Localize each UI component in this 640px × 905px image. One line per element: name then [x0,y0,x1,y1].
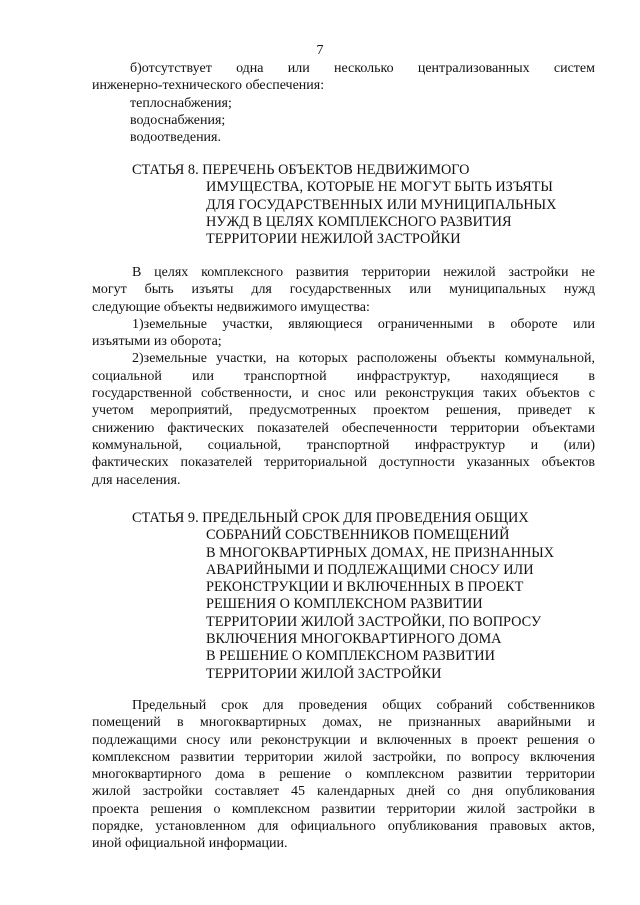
article9-heading-line-3: В МНОГОКВАРТИРНЫХ ДОМАХ, НЕ ПРИЗНАННЫХ [206,544,555,561]
page-number: 7 [316,43,324,58]
article9-heading-line-10: ТЕРРИТОРИИ ЖИЛОЙ ЗАСТРОЙКИ [206,665,442,682]
article9-heading-line-6: РЕШЕНИЯ О КОМПЛЕКСНОМ РАЗВИТИИ [206,596,483,613]
article9-body-line-1: Предельный срок для проведения общих собраний собственников [132,698,595,713]
article9-body-line-4: комплексном развитии территории жилой застройки, по вопросу включения [92,749,595,765]
article8-body-line-12: фактических показателей территориальной доступности указанных объектов [92,455,595,471]
article9-heading-line-8: ВКЛЮЧЕНИЯ МНОГОКВАРТИРНОГО ДОМА [206,631,502,648]
article9-heading-line-2: СОБРАНИЙ СОБСТВЕННИКОВ ПОМЕЩЕНИЙ [206,527,510,544]
article9-heading-line-7: ТЕРРИТОРИИ ЖИЛОЙ ЗАСТРОЙКИ, ПО ВОПРОСУ [206,613,542,630]
article8-body-line-11: коммунальной, социальной, транспортной инфраструктур и (или) [92,437,595,453]
article9-body-line-3: подлежащими сносу или реконструкции и включенных в проект решения о [92,732,595,748]
article8-body [92,264,595,489]
article8-body-line-6: 2)земельные участки, на которых расположены объекты коммунальной, [132,351,595,367]
article8-heading-line-2: ИМУЩЕСТВА, КОТОРЫЕ НЕ МОГУТ БЫТЬ ИЗЪЯТЫ [206,179,553,196]
intro-line-3: теплоснабжения; [130,95,232,111]
article8-body-line-1: В целях комплексного развития территории нежилой застройки не [132,265,595,280]
article9-body-line-9: иной официальной информации. [92,836,288,852]
article9-body-line-6: жилой застройки составляет 45 календарных дней со дня опубликования [92,784,595,800]
article8-heading-line-4: НУЖД В ЦЕЛЯХ КОМПЛЕКСНОГО РАЗВИТИЯ [206,213,512,230]
article8-heading-line-1: СТАТЬЯ 8. ПЕРЕЧЕНЬ ОБЪЕКТОВ НЕДВИЖИМОГО [132,162,470,178]
article8-body-line-9: учетом мероприятий, предусмотренных проектом решения, приведет к [92,403,595,419]
article9-heading-line-4: АВАРИЙНЫМИ И ПОДЛЕЖАЩИМИ СНОСУ ИЛИ [206,561,534,578]
article8-body-line-10: снижению фактических показателей обеспеченности территории объектами [92,420,595,436]
article9-body-line-8: порядке, установленном для официального опубликования правовых актов, [92,819,595,835]
article8-body-line-7: социальной или транспортной инфраструктур, находящиеся в [92,368,595,384]
article9-body-line-2: помещений в многоквартирных домах, не признанных аварийными и [92,715,595,731]
article9-body-line-5: многоквартирного дома в решение о комплексном развитии территории [92,767,595,783]
article9-heading [132,510,554,683]
article8-heading [132,162,556,248]
intro-line-5: водоотведения. [130,130,221,146]
intro-line-1: б)отсутствует одна или несколько централизованных систем [130,61,595,76]
article8-body-line-3: следующие объекты недвижимого имущества: [92,299,370,315]
intro-line-4: водоснабжения; [130,112,226,128]
intro-section [92,60,595,146]
article9-body-line-7: проекта решения о комплексном развитии территории жилой застройки в [92,801,595,817]
article8-body-line-5: изъятыми из оборота; [92,334,222,350]
article8-body-line-2: могут быть изъяты для государственных или муниципальных нужд [92,282,595,298]
intro-line-2: инженерно-технического обеспечения: [92,78,325,94]
article9-heading-line-9: В РЕШЕНИЕ О КОМПЛЕКСНОМ РАЗВИТИИ [206,648,495,665]
article9-body [92,697,595,853]
article8-heading-line-5: ТЕРРИТОРИИ НЕЖИЛОЙ ЗАСТРОЙКИ [206,231,461,248]
article8-heading-line-3: ДЛЯ ГОСУДАРСТВЕННЫХ ИЛИ МУНИЦИПАЛЬНЫХ [206,196,557,213]
article9-heading-line-5: РЕКОНСТРУКЦИИ И ВКЛЮЧЕННЫХ В ПРОЕКТ [206,579,524,596]
article8-body-line-13: для населения. [92,472,181,488]
article8-body-line-8: государственной собственности, и снос или реконструкция таких объектов с [92,386,595,402]
article8-body-line-4: 1)земельные участки, являющиеся ограниченными в обороте или [132,316,595,332]
article9-heading-line-1: СТАТЬЯ 9. ПРЕДЕЛЬНЫЙ СРОК ДЛЯ ПРОВЕДЕНИЯ ОБЩИХ [132,510,529,526]
